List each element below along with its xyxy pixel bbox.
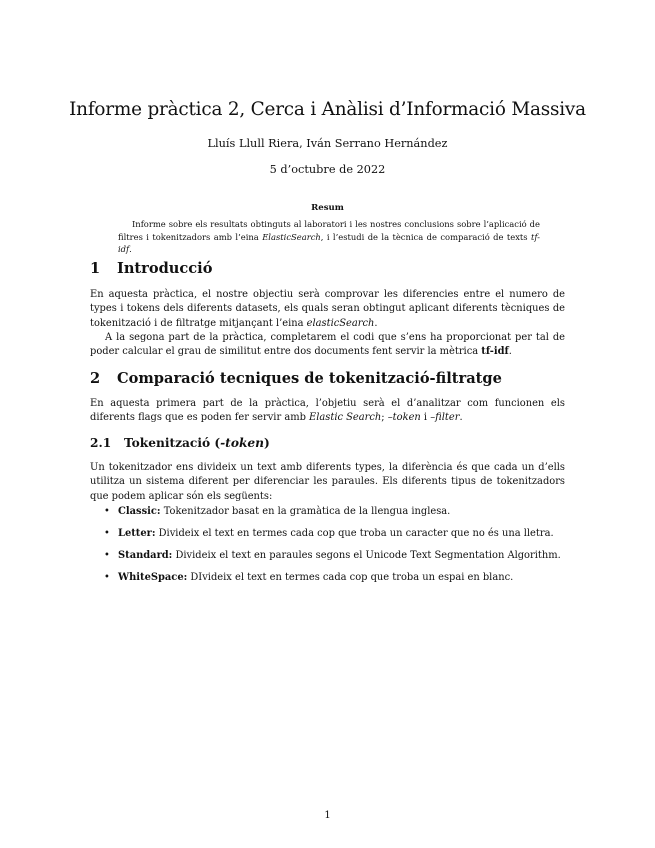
paragraph-text: En aquesta primera part de la pràctica, l’objetiu serà el d’analitzar com funcionen els diferents flags que es poden fer servir amb (90, 398, 565, 424)
paragraph-text: A la segona part de la pràctica, completarem el codi que s’ens ha proporcionat per tal de poder calcular el grau de similitut entre dos documents fent servir la mètrica (90, 332, 565, 358)
bullet-icon: • (104, 550, 110, 561)
list-item-term: Standard: (118, 550, 173, 561)
bullet-icon: • (104, 572, 110, 583)
subsection-number: 2.1 (90, 436, 112, 450)
abstract-text: , i l’estudi de la tècnica de comparació de texts (320, 231, 531, 242)
subsection-2-1-heading (90, 436, 270, 450)
list-item-description: Divideix el text en termes cada cop que troba un caracter que no és una lletra. (158, 528, 554, 539)
abstract-emphasis: ElasticSearch (262, 231, 321, 242)
subsection-title: Tokenització ( (124, 436, 221, 450)
subsection-title: ) (264, 436, 270, 450)
page-number: 1 (324, 810, 331, 821)
paragraph-emphasis: –token (387, 412, 421, 424)
paragraph-text: . (459, 412, 463, 424)
abstract-text: Informe sobre els resultats obtinguts al laboratori i les nostres conclusions sobre l’aplicació de filtres i tokenitzadors amb l’eina (118, 219, 540, 242)
paragraph-text: ; (381, 412, 388, 424)
paper-authors: Lluís Llull Riera, Iván Serrano Hernández (207, 137, 448, 150)
section-title: Comparació tecniques de tokenització-filtratge (117, 370, 502, 387)
paragraph-bold: tf-idf (481, 346, 509, 358)
paper-date: 5 d’octubre de 2022 (269, 163, 386, 176)
abstract-heading: Resum (311, 203, 344, 213)
section-2-heading (90, 370, 502, 387)
section-title: Introducció (117, 260, 213, 277)
list-item-description: DIvideix el text en termes cada cop que troba un espai en blanc. (190, 572, 514, 583)
paragraph-emphasis: elasticSearch (306, 317, 375, 329)
bullet-icon: • (104, 506, 110, 517)
list-item-description: Tokenitzador basat en la gramàtica de la llengua inglesa. (163, 506, 451, 517)
bullet-icon: • (104, 528, 110, 539)
abstract-emphasis: tf-idf (118, 231, 540, 255)
abstract-body (118, 218, 540, 256)
paragraph-emphasis: –filter (430, 412, 460, 424)
section-number: 1 (90, 260, 101, 277)
paragraph-text: . (374, 317, 378, 329)
paragraph-text: En aquesta pràctica, el nostre objectiu serà comprovar les diferencies entre el numero de types i tokens dels diferents datasets, els quals seran obtingut aplicant diferents tècniques de tokenització i de filtratge mitjançant l’eina (90, 289, 565, 329)
section-1-heading (90, 260, 212, 277)
paragraph-text: i (420, 412, 431, 424)
section-2-paragraph-1 (90, 397, 565, 426)
paper-title: Informe pràctica 2, Cerca i Anàlisi d’Informació Massiva (69, 99, 586, 120)
list-item-term: Letter: (118, 528, 156, 539)
list-item-term: Classic: (118, 506, 161, 517)
list-item-description: Divideix el text en paraules segons el Unicode Text Segmentation Algorithm. (175, 550, 561, 561)
subsection-2-1-paragraph-1: Un tokenitzador ens divideix un text amb diferents types, la diferència és que cada un d’ells utilitza un sistema diferent per diferenciar les paraules. Els diferents tipus de tokenitzadors que podem aplicar són els següents: (90, 462, 565, 502)
section-1-paragraph-2 (90, 331, 565, 360)
list-item-term: WhiteSpace: (118, 572, 188, 583)
abstract-text: . (129, 244, 132, 255)
section-number: 2 (90, 370, 101, 387)
subsection-title-emphasis: -token (220, 436, 265, 450)
section-1-paragraph-1 (90, 288, 565, 331)
paragraph-emphasis: Elastic Search (309, 412, 382, 424)
paragraph-text: . (508, 346, 512, 358)
